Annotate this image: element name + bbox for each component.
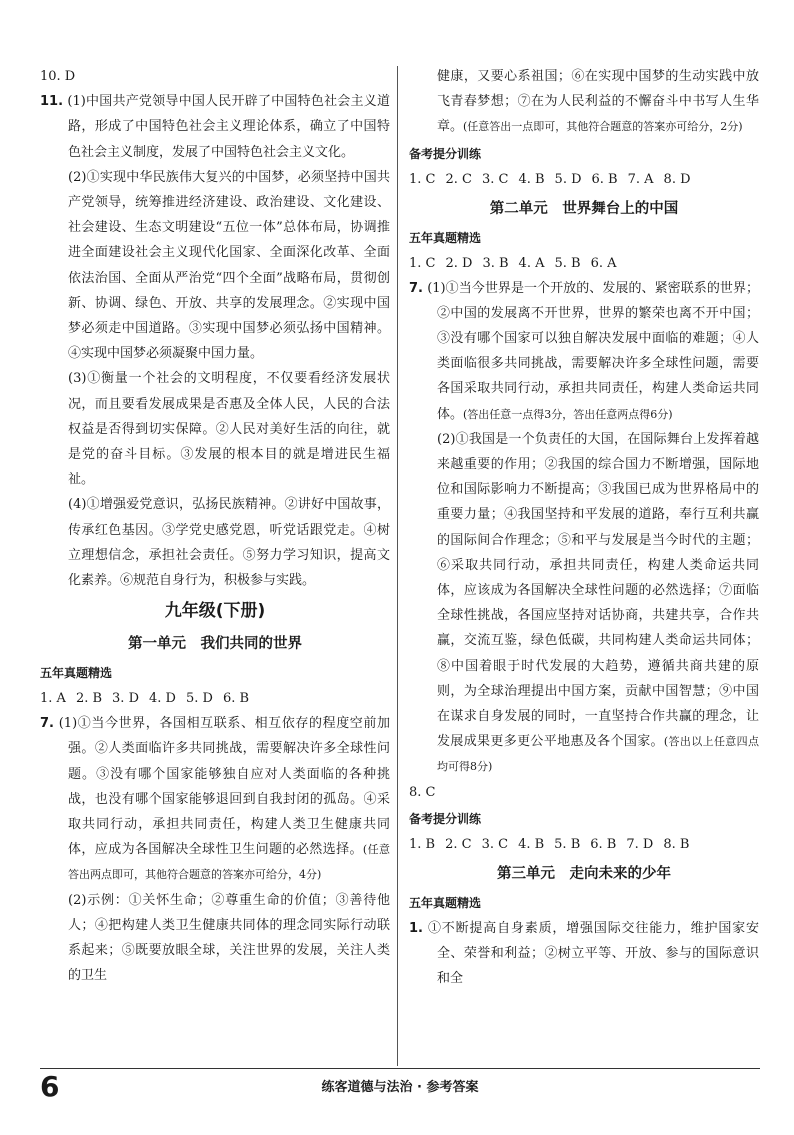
- column-divider: [397, 66, 398, 1066]
- answer-item: 6. B: [222, 691, 250, 707]
- question-number: 11.: [40, 94, 64, 110]
- answer-item: 1. C: [409, 255, 436, 271]
- question-number: 7.: [409, 280, 423, 296]
- answer-item: 3. D: [112, 691, 139, 707]
- answer-item: 3. C: [481, 171, 509, 187]
- answer-q8: 8. C: [409, 784, 436, 800]
- answer-row: [409, 167, 759, 192]
- answer-q11-part3: (3)①衡量一个社会的文明程度，不仅要看经济发展状况，而且要看发展成果是否惠及全体人民，人民的合法权益是否得到切实保障。②人民对美好生活的向往，就是党的奋斗目标。③发展的根本目的就是增进民生福祉。: [68, 371, 390, 488]
- answer-item: 2. D: [445, 255, 473, 271]
- answer-q11-part4: (4)①增强爱党意识，弘扬民族精神。②讲好中国故事，传承红色基因。③学党史感党恩，听党话跟党走。④树立理想信念，承担社会责任。⑤努力学习知识，提高文化素养。⑥规范自身行为，积极参与实践。: [68, 497, 390, 589]
- question-number: 1.: [409, 920, 423, 936]
- answer-item: 1. C: [409, 171, 436, 187]
- scoring-note: (答出以上任意四点均可得8分): [437, 735, 759, 774]
- answer-q7-part2: (2)示例：①关怀生命；②尊重生命的价值；③善待他人；④把构建人类卫生健康共同体的理念同实际行动联系起来；⑤既要放眼全球，关注世界的发展，关注人类的卫生: [68, 892, 390, 984]
- unit-title: 第一单元 我们共同的世界: [128, 636, 302, 653]
- answer-item: 3. C: [481, 836, 509, 852]
- answer-item: 4. A: [518, 255, 545, 271]
- unit-title: 第二单元 世界舞台上的中国: [489, 200, 679, 217]
- answer-item: 6. A: [590, 255, 617, 271]
- answer-text: (2)①我国是一个负责任的大国，在国际舞台上发挥着越来越重要的作用；②我国的综合国力不断增强，国际地位和国际影响力不断提高；③我国已成为世界格局中的重要力量；④我国坚持和平发展的道路，奉行互利共赢的国际间合作理念；⑤和平与发展是当今时代的主题；⑥采取共同行动，承担共同责任，构建人类命运共同体，应该成为各国解决全球性问题的必然选择；⑦面临全球性挑战，各国应坚持对话协商，共建共享，合作共赢，交流互鉴，绿色低碳，共同构建人类命运共同体；⑧中国着眼于时代发展的大趋势，遵循共商共建的原则，为全球治理提出中国方案，贡献中国智慧；⑨中国在谋求自身发展的同时，一直坚持合作共赢的理念，让发展成果更多更公平地惠及各个国家。: [437, 431, 759, 750]
- answer-item: 7. A: [627, 171, 654, 187]
- section-heading: 五年真题精选: [40, 666, 113, 681]
- section-heading: 备考提分训练: [409, 811, 482, 826]
- unit-title: 第三单元 走向未来的少年: [497, 865, 671, 882]
- answer-item: 5. D: [554, 171, 582, 187]
- answer-item: 4. B: [518, 171, 545, 187]
- answer-text: (1)①当今世界，各国相互联系、相互依存的程度空前加强。②人类面临许多共同挑战，需要解决许多全球性问题。③没有哪个国家能够独自应对人类面临的各种挑战，也没有哪个国家能够退回到自我封闭的孤岛。④采取共同行动，承担共同责任，构建人类卫生健康共同体，应成为各国解决全球性卫生问题的必然选择。: [58, 716, 391, 858]
- grade-title: 九年级(下册): [164, 601, 266, 622]
- answer-item: 4. D: [149, 691, 176, 707]
- answer-item: 1. B: [409, 836, 436, 852]
- footer-rule: [40, 1068, 760, 1069]
- answer-item: 5. D: [185, 691, 213, 707]
- answer-item: 7. D: [626, 836, 654, 852]
- answer-q7-part2: [409, 427, 759, 780]
- answer-q10: 10. D: [40, 69, 76, 84]
- answer-item: 6. B: [591, 171, 618, 187]
- answer-item: 3. B: [482, 255, 509, 271]
- answer-item: 8. D: [663, 171, 691, 187]
- scoring-note: (任意答出一点即可，其他符合题意的答案亦可给分，2分): [463, 120, 743, 134]
- answer-row: [40, 686, 390, 711]
- answer-q7-part1: [40, 711, 390, 887]
- answer-item: 4. B: [518, 836, 545, 852]
- scoring-note: (任意答出两点即可，其他符合题意的答案亦可给分，4分): [68, 843, 390, 882]
- answer-continued: [409, 64, 759, 140]
- answer-item: 6. B: [590, 836, 617, 852]
- question-number: 7.: [40, 716, 54, 732]
- section-heading: 五年真题精选: [409, 895, 482, 910]
- section-heading: 备考提分训练: [409, 146, 482, 161]
- answer-item: 8. B: [663, 836, 690, 852]
- answer-text: (1)①当今世界是一个开放的、发展的、紧密联系的世界；②中国的发展离不开世界，世界的繁荣也离不开中国；③没有哪个国家可以独自解决发展中面临的难题；④人类面临很多共同挑战，需要解决许多全球性问题，需要各国采取共同行动，承担共同责任，构建人类命运共同体。: [427, 280, 759, 422]
- answer-row: [409, 251, 759, 276]
- right-column: [409, 64, 759, 991]
- page-number: 6: [40, 1070, 60, 1103]
- answer-text: (1)中国共产党领导中国人民开辟了中国特色社会主义道路，形成了中国特色社会主义理论体系，确立了中国特色社会主义制度，发展了中国特色社会主义文化。: [67, 94, 390, 160]
- answer-q1-part1: [409, 916, 759, 992]
- answer-item: 1. A: [40, 691, 66, 707]
- footer-title: 练客道德与法治 · 参考答案: [321, 1080, 479, 1095]
- answer-text: 健康，又要心系祖国；⑥在实现中国梦的生动实践中放飞青春梦想；⑦在为人民利益的不懈奋斗中书写人生华章。: [437, 69, 759, 135]
- answer-item: 5. B: [554, 255, 581, 271]
- answer-text: ①不断提高自身素质，增强国际交往能力，维护国家安全、荣誉和利益；②树立平等、开放、参与的国际意识和全: [427, 920, 759, 987]
- answer-row: [409, 832, 759, 857]
- section-heading: 五年真题精选: [409, 230, 482, 245]
- answer-item: 2. C: [445, 171, 472, 187]
- answer-q11-part1: [40, 89, 390, 165]
- answer-q11-part2: (2)①实现中华民族伟大复兴的中国梦，必须坚持中国共产党领导，统筹推进经济建设、政治建设、文化建设、社会建设、生态文明建设“五位一体”总体布局，协调推进全面建设社会主义现代化国家、全面深化改革、全面依法治国、全面从严治党“四个全面”战略布局，贯彻创新、协调、绿色、开放、共享的发展理念。②实现中国梦必须走中国道路。③实现中国梦必须弘扬中国精神。④实现中国梦必须凝聚中国力量。: [68, 169, 390, 362]
- answer-item: 2. C: [445, 836, 472, 852]
- left-column: [40, 64, 390, 989]
- scoring-note: (答出任意一点得3分，答出任意两点得6分): [463, 407, 673, 421]
- answer-item: 2. B: [75, 691, 103, 707]
- answer-q7-part1: [409, 276, 759, 427]
- answer-item: 5. B: [554, 836, 581, 852]
